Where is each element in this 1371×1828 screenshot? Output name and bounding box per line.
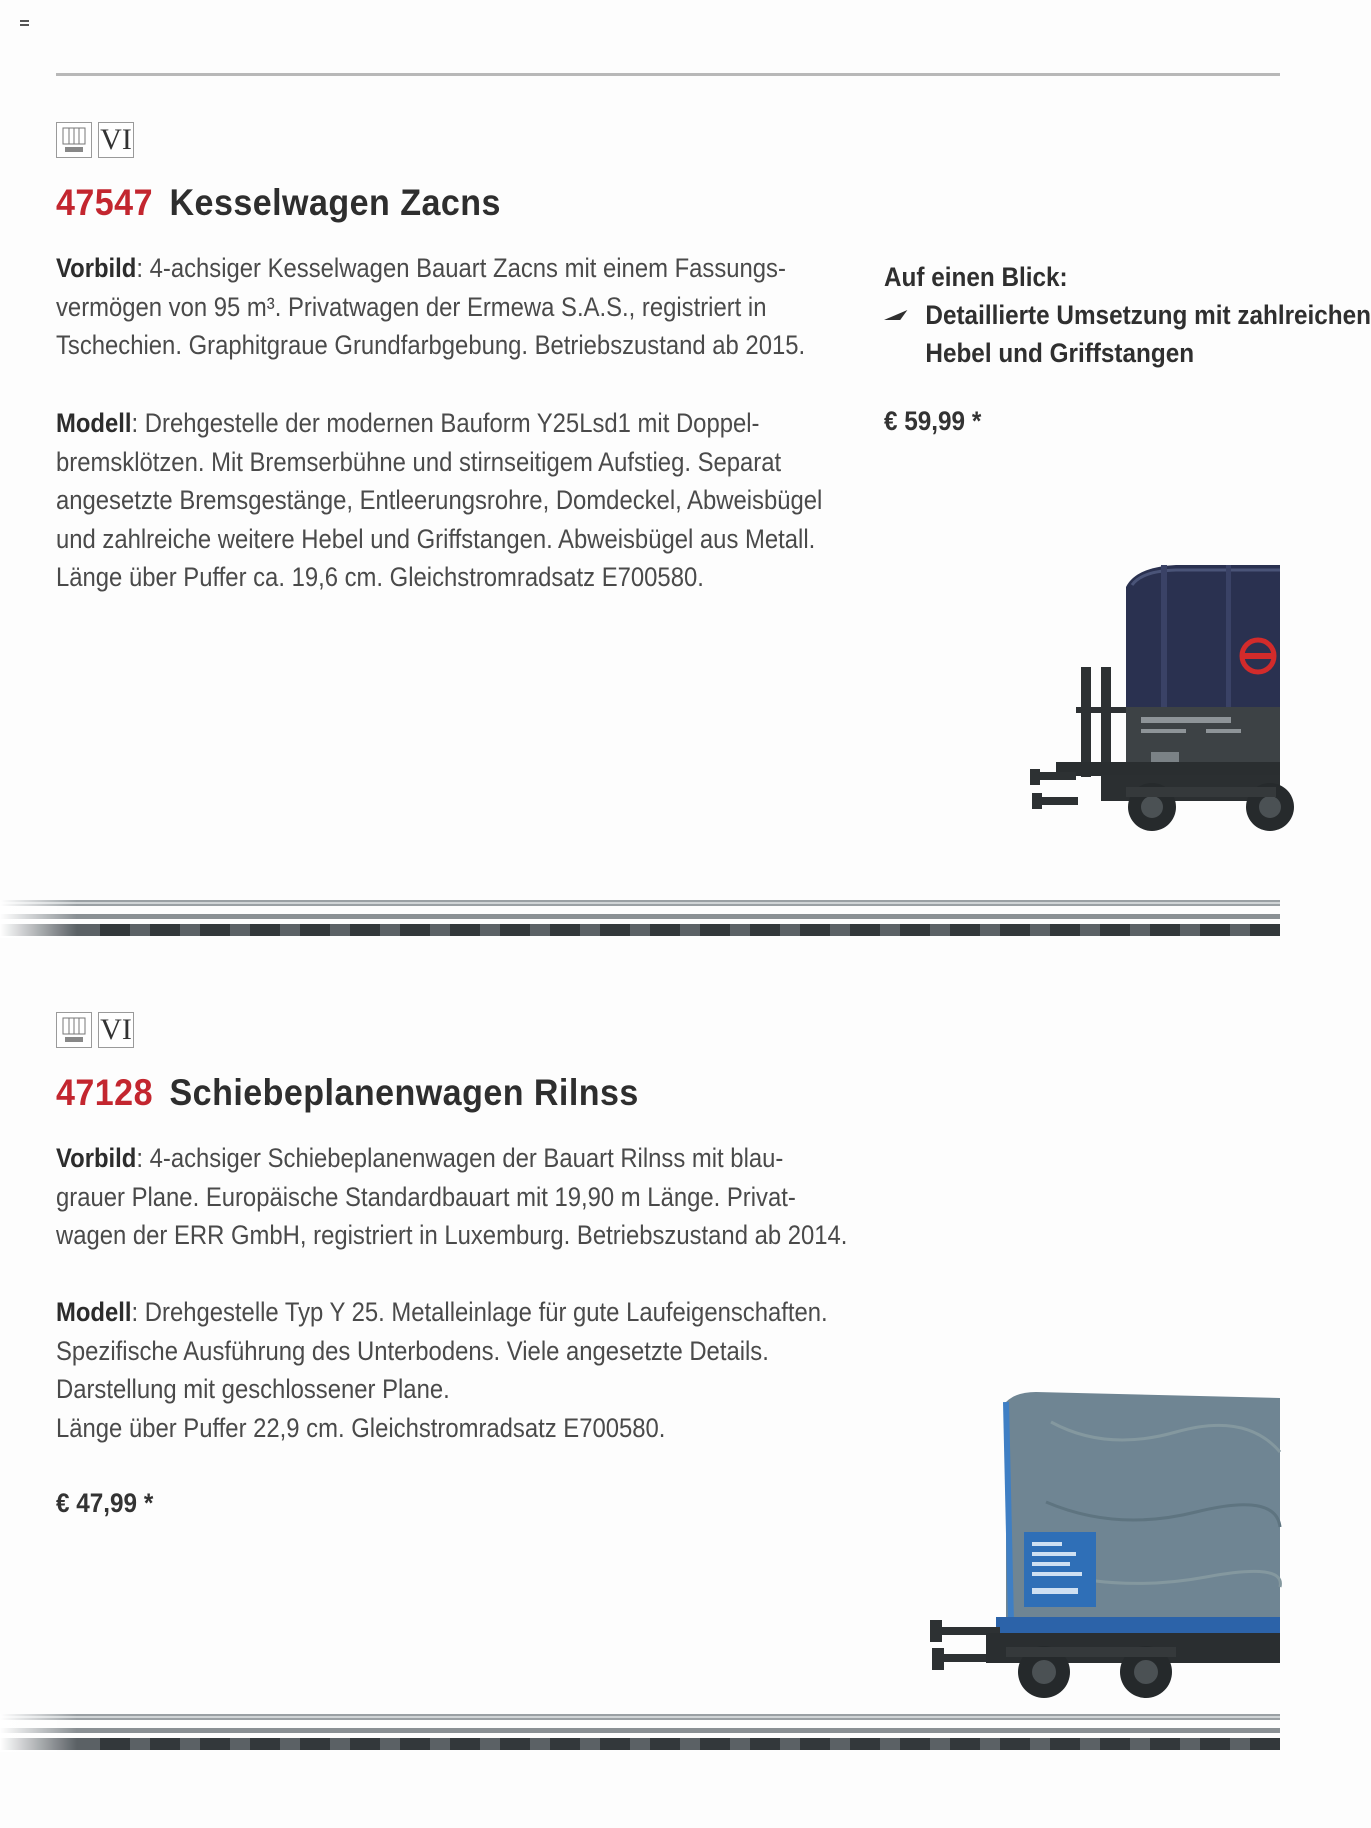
top-divider bbox=[56, 73, 1280, 76]
product-title bbox=[56, 1072, 639, 1114]
vorbild-label: Vorbild bbox=[56, 253, 137, 283]
vorbild-text: Vorbild: 4-achsiger Schiebeplanenwagen der Bauart Rilnss mit blau- grauer Plane. Europäische Standardbauart mit 19,90 m Länge. Privat- wagen der ERR GmbH, registriert in Luxemburg. Betriebszustand ab 2014. bbox=[56, 1143, 848, 1250]
at-a-glance bbox=[884, 258, 1371, 372]
h0-scale-icon bbox=[56, 122, 92, 158]
modell-text: Modell: Drehgestelle der modernen Bauform Y25Lsd1 mit Doppel- bremsklötzen. Mit Bremserbühne und stirnseitigem Aufstieg. Separat angesetzte Bremsgestänge, Entleerungsrohre, Domdeckel, Abweisbügel und zahlreiche weitere Hebel und Griffstangen. Abweisbügel aus Metall. Länge über Puffer ca. 19,6 cm. Gleichstromradsatz E700580. bbox=[56, 408, 823, 592]
modell-label: Modell bbox=[56, 408, 132, 438]
track-image bbox=[0, 1714, 1280, 1752]
modell-label: Modell bbox=[56, 1297, 132, 1327]
product-title bbox=[56, 182, 501, 224]
epoch-badge bbox=[98, 1012, 134, 1048]
product-47547 bbox=[56, 122, 1371, 942]
vorbild-label: Vorbild bbox=[56, 1143, 137, 1173]
glance-title: Auf einen Blick: bbox=[884, 262, 1068, 292]
article-number: 47128 bbox=[56, 1072, 153, 1113]
modell-text: Modell: Drehgestelle Typ Y 25. Metalleinlage für gute Laufeigenschaften. Spezifische Ausführung des Unterbodens. Viele angesetzte Details. Darstellung mit geschlossener Plane. Länge über Puffer 22,9 cm. Gleichstromradsatz E700580. bbox=[56, 1297, 828, 1443]
menu-icon[interactable] bbox=[20, 20, 29, 26]
glance-item: Detaillierte Umsetzung mit zahlreichen Hebel und Griffstangen bbox=[884, 296, 1244, 372]
epoch-badge bbox=[98, 122, 134, 158]
vorbild-text: Vorbild: 4-achsiger Kesselwagen Bauart Zacns mit einem Fassungs- vermögen von 95 m³. Privatwagen der Ermewa S.A.S., registriert in Tschechien. Graphitgraue Grundfarbgebung. Betriebszustand ab 2015. bbox=[56, 253, 806, 360]
price: € 59,99 * bbox=[884, 406, 982, 436]
epoch-label: VI bbox=[100, 1013, 132, 1046]
tank-wagon-image bbox=[976, 557, 1280, 832]
price: € 47,99 * bbox=[56, 1488, 154, 1518]
badges bbox=[56, 122, 134, 158]
bullet-arrow-icon bbox=[884, 310, 907, 320]
track-image bbox=[0, 900, 1280, 938]
sliding-tarpaulin-wagon-image bbox=[876, 1392, 1280, 1732]
h0-scale-icon bbox=[56, 1012, 92, 1048]
product-name: Schiebeplanenwagen Rilnss bbox=[169, 1072, 639, 1113]
product-name: Kesselwagen Zacns bbox=[169, 182, 501, 223]
badges bbox=[56, 1012, 134, 1048]
product-47128 bbox=[56, 1012, 1280, 1812]
article-number: 47547 bbox=[56, 182, 153, 223]
epoch-label: VI bbox=[100, 123, 132, 156]
